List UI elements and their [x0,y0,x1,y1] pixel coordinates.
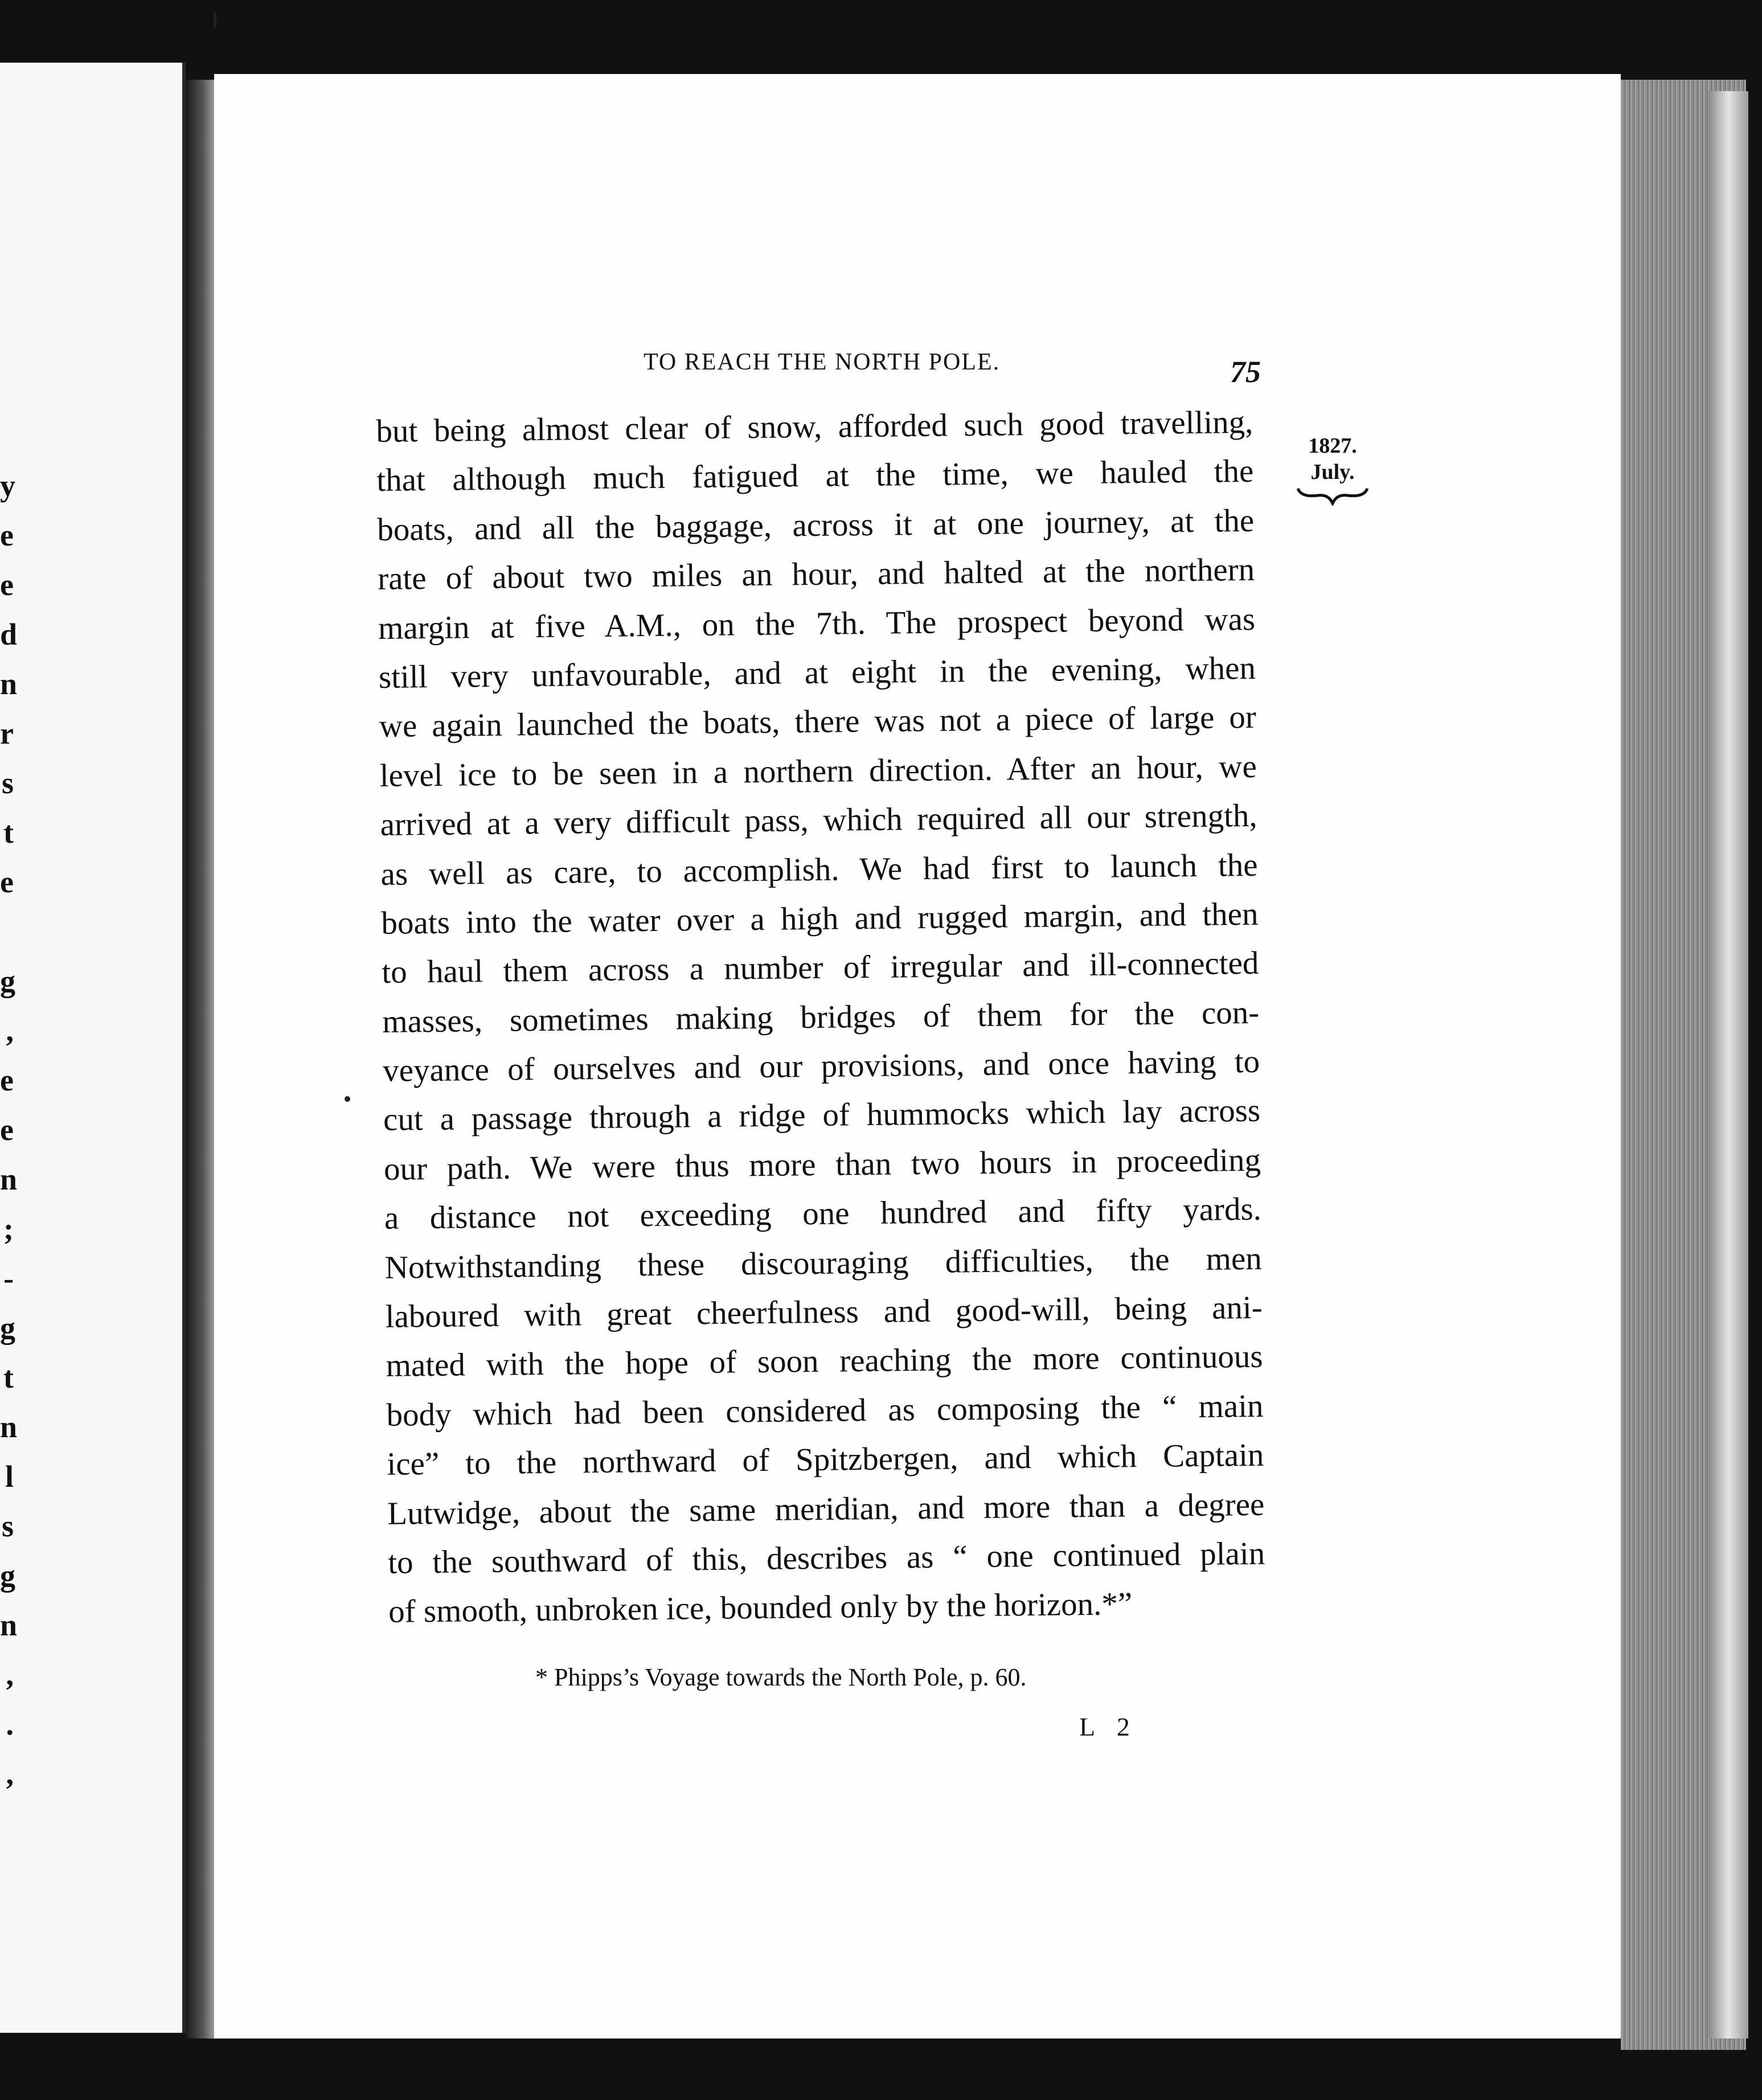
body-line: level ice to be seen in a northern direction. After an hour, we [379,748,1257,794]
body-line: mated with the hope of soon reaching the more continuous [386,1339,1263,1384]
left-margin-char: n [0,1410,18,1444]
left-margin-char: ; [3,1212,14,1246]
margin-month: July. [1310,460,1355,484]
running-head: TO REACH THE NORTH POLE. [644,349,1001,375]
body-line: rate of about two miles an hour, and halted at the northern [377,552,1255,597]
body-line: Notwithstanding these discouraging difficulties, the men [384,1240,1263,1286]
left-margin-char: t [3,815,14,850]
left-margin-char: s [1,766,14,800]
body-line: boats, and all the baggage, across it at one journey, at the [376,502,1255,548]
body-line: boats into the water over a high and rugged margin, and then [381,896,1259,941]
left-margin-char: n [0,667,18,701]
left-margin-char: , [6,1658,14,1692]
left-margin-char: y [0,469,15,503]
body-line: but being almost clear of snow, afforded such good travelling, [376,404,1253,449]
left-margin-char: t [3,1360,14,1394]
body-line: we again launched the boats, there was not a piece of large or [379,699,1257,745]
body-line: of smooth, unbroken ice, bounded only by the horizon.*” [388,1586,1133,1630]
body-line: a distance not exceeding one hundred and fifty yards. [384,1191,1262,1237]
body-line: arrived at a very difficult pass, which required all our strength, [380,797,1257,843]
body-line: still very unfavourable, and at eight in the evening, when [378,650,1256,695]
left-margin-char: n [0,1162,18,1196]
body-line: masses, sometimes making bridges of them for the con- [382,994,1260,1040]
body-line: ice” to the northward of Spitzbergen, and which Captain [387,1437,1264,1483]
left-margin-char: - [3,1261,14,1295]
left-margin-char: , [6,1014,14,1048]
left-margin-char: l [5,1459,14,1494]
left-margin-char: d [0,617,18,651]
signature-mark: L 2 [1079,1712,1138,1741]
body-line: body which had been considered as composing the “ main [386,1388,1264,1433]
body-line: laboured with great cheerfulness and good-will, being ani- [385,1289,1263,1335]
brace-icon [1296,485,1370,506]
left-page [0,63,186,2033]
body-line: that although much fatigued at the time, we hauled the [376,453,1254,499]
left-margin-char: e [0,568,14,602]
body-text [376,398,1266,1637]
left-margin-char: e [0,1113,14,1147]
left-margin-char: e [0,865,14,899]
page-edge-highlight [1708,91,1748,2039]
ink-speck [214,11,216,28]
body-line: veyance of ourselves and our provisions, and once having to [382,1043,1260,1089]
left-margin-char: s [1,1509,14,1543]
footnote: * Phipps’s Voyage towards the North Pole, p. 60. [535,1663,1027,1691]
left-page-margin-text [0,461,18,1799]
left-margin-char: . [6,1707,14,1741]
body-line: as well as care, to accomplish. We had first to launch the [380,847,1258,892]
left-margin-char [0,907,14,957]
body-line: our path. We were thus more than two hours in proceeding [383,1142,1261,1187]
margin-year: 1827. [1308,434,1357,458]
body-line: to haul them across a number of irregular and ill-connected [382,945,1259,991]
left-margin-char: n [0,1608,18,1642]
left-margin-char: , [6,1757,14,1791]
left-margin-char: r [0,716,14,750]
ink-speck [345,1096,350,1102]
margin-date-note [1293,433,1372,506]
book-gutter [186,80,214,2039]
body-line: Lutwidge, about the same meridian, and more than a degree [387,1486,1265,1532]
body-line: margin at five A.M., on the 7th. The prospect beyond was [378,601,1256,646]
body-line: to the southward of this, describes as “ one continued plain [387,1535,1265,1581]
body-line: cut a passage through a ridge of hummocks which lay across [383,1093,1261,1138]
left-margin-char: g [0,1558,15,1593]
left-margin-char: e [0,518,14,552]
page-number: 75 [1230,355,1261,389]
left-margin-char: g [0,1311,15,1345]
left-margin-char: g [0,964,15,998]
left-margin-char: e [0,1063,14,1097]
